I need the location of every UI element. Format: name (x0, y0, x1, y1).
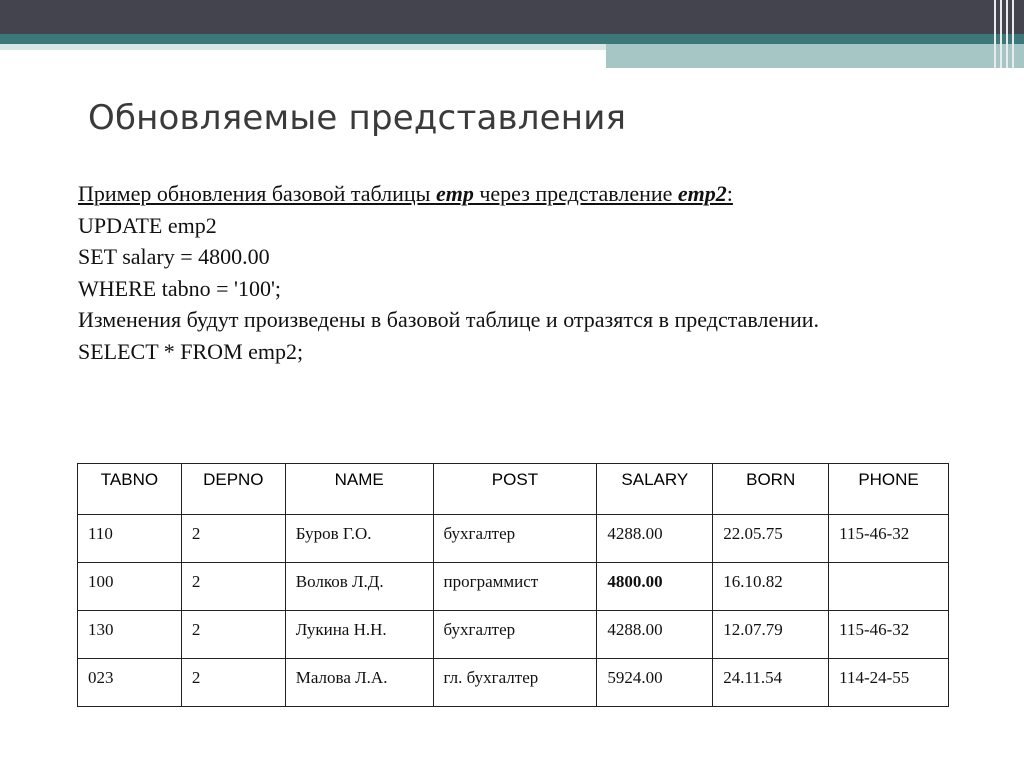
cell-tabno: 110 (78, 515, 182, 563)
cell-name: Лукина Н.Н. (285, 611, 433, 659)
top-teal-bar (0, 34, 1024, 44)
cell-name: Малова Л.А. (285, 659, 433, 707)
cell-born: 12.07.79 (713, 611, 829, 659)
cell-salary: 4288.00 (597, 515, 713, 563)
intro-after: : (726, 181, 733, 206)
header-phone: PHONE (829, 464, 949, 515)
cell-tabno: 100 (78, 563, 182, 611)
top-light-line (0, 44, 606, 50)
sql-set-line: SET salary = 4800.00 (78, 244, 270, 269)
sql-where-line: WHERE tabno = '100'; (78, 275, 282, 301)
view-name: emp2 (677, 181, 727, 206)
emp2-table (77, 463, 949, 707)
cell-post: бухгалтер (433, 515, 597, 563)
base-table-name: emp (435, 181, 474, 206)
cell-tabno: 130 (78, 611, 182, 659)
header-born: BORN (713, 464, 829, 515)
cell-depno: 2 (181, 515, 285, 563)
cell-depno: 2 (181, 611, 285, 659)
intro-before: Пример обновления базовой таблицы (78, 181, 436, 206)
sql-select-line: SELECT * FROM emp2; (78, 338, 304, 364)
explanation-line: Изменения будут произведены в базовой таблице и отразятся в представлении. (78, 307, 820, 332)
cell-depno: 2 (181, 659, 285, 707)
cell-born: 24.11.54 (713, 659, 829, 707)
cell-depno: 2 (181, 563, 285, 611)
cell-post: программист (433, 563, 597, 611)
cell-phone: 115-46-32 (829, 515, 949, 563)
cell-salary: 5924.00 (597, 659, 713, 707)
top-dark-bar (0, 0, 1024, 34)
cell-phone: 115-46-32 (829, 611, 949, 659)
slide-body (78, 178, 819, 367)
decorative-stripes (992, 0, 1016, 68)
cell-name: Буров Г.О. (285, 515, 433, 563)
cell-salary-updated: 4800.00 (597, 563, 713, 611)
cell-phone (829, 563, 949, 611)
cell-tabno: 023 (78, 659, 182, 707)
header-depno: DEPNO (181, 464, 285, 515)
cell-born: 16.10.82 (713, 563, 829, 611)
intro-line (78, 178, 819, 210)
sql-update-line: UPDATE emp2 (78, 212, 217, 238)
header-tabno: TABNO (78, 464, 182, 515)
header-post: POST (433, 464, 597, 515)
header-name: NAME (285, 464, 433, 515)
cell-name: Волков Л.Д. (285, 563, 433, 611)
cell-born: 22.05.75 (713, 515, 829, 563)
table-row (78, 611, 949, 659)
table-row (78, 659, 949, 707)
table-row (78, 563, 949, 611)
cell-post: бухгалтер (433, 611, 597, 659)
table-header-row (78, 464, 949, 515)
cell-salary: 4288.00 (597, 611, 713, 659)
top-light-bar (606, 44, 1024, 68)
cell-post: гл. бухгалтер (433, 659, 597, 707)
table-row (78, 515, 949, 563)
cell-phone: 114-24-55 (829, 659, 949, 707)
intro-middle: через представление (473, 181, 678, 206)
header-salary: SALARY (597, 464, 713, 515)
slide-title: Обновляемые представления (88, 98, 627, 138)
